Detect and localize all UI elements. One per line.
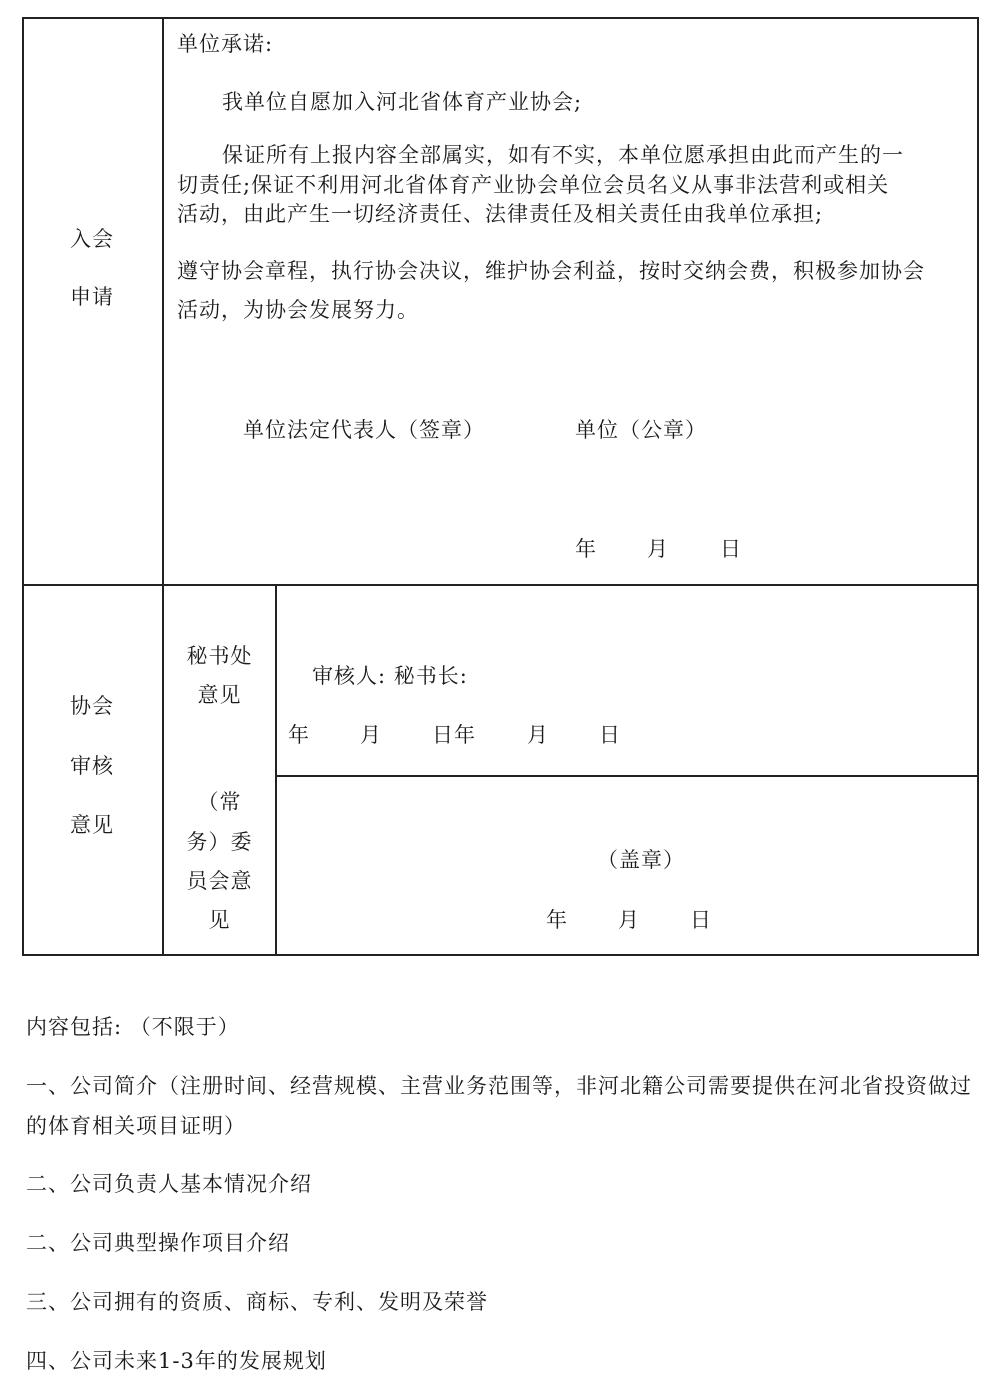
legal-rep-signature: 单位法定代表人（签章） — [243, 418, 485, 442]
content-item-5: 四、公司未来1-3年的发展规划 — [26, 1349, 327, 1373]
committee-seal: （盖章） — [597, 848, 685, 872]
pledge-item-2: 保证所有上报内容全部属实，如有不实，本单位愿承担由此而产生的一 — [222, 143, 904, 167]
pledge-item-3: 遵守协会章程，执行协会决议，维护协会利益，按时交纳会费，积极参加协会 — [177, 259, 925, 283]
label-line-1: 秘书处 — [186, 644, 253, 668]
date-month: 月 — [360, 723, 382, 747]
label-line-4: 见 — [208, 908, 231, 932]
date-year: 年 — [575, 537, 597, 561]
date-day: 日 — [720, 537, 742, 561]
label-line-2: 审核 — [70, 754, 114, 778]
content-item-3: 二、公司典型操作项目介绍 — [26, 1231, 290, 1255]
date-month-2: 月 — [527, 723, 549, 747]
label-line-2: 申请 — [70, 285, 114, 309]
pledge-heading: 单位承诺: — [177, 32, 274, 56]
date-day: 日 — [690, 908, 712, 932]
content-intro: 内容包括: （不限于） — [26, 1015, 240, 1039]
pledge-item-2-cont2: 活动，由此产生一切经济责任、法律责任及相关责任由我单位承担; — [177, 202, 824, 226]
content-item-1: 一、公司简介（注册时间、经营规模、主营业务范围等，非河北籍公司需要提供在河北省投资做过的体育相关项目证明） — [26, 1074, 972, 1138]
content-item-4: 三、公司拥有的资质、商标、专利、发明及荣誉 — [26, 1290, 488, 1314]
content-item-2: 二、公司负责人基本情况介绍 — [26, 1172, 312, 1196]
label-line-2: 意见 — [197, 683, 242, 707]
unit-seal: 单位（公章） — [575, 418, 707, 442]
date-month: 月 — [647, 537, 669, 561]
label-line-1: 入会 — [70, 227, 114, 251]
label-line-3: 员会意 — [186, 869, 253, 893]
label-line-2: 务）委 — [186, 830, 253, 854]
pledge-item-1: 我单位自愿加入河北省体育产业协会; — [222, 90, 583, 114]
date-day-2: 日 — [599, 723, 621, 747]
date-year: 年 — [546, 908, 568, 932]
pledge-item-2-cont: 切责任;保证不利用河北省体育产业协会单位会员名义从事非法营利或相关 — [177, 173, 890, 197]
date-month: 月 — [618, 908, 640, 932]
label-line-1: （常 — [197, 790, 242, 814]
date-year: 年 — [288, 723, 310, 747]
reviewer-secretary-general: 审核人: 秘书长: — [312, 664, 468, 688]
label-line-3: 意见 — [70, 813, 114, 837]
pledge-item-3-cont: 活动，为协会发展努力。 — [177, 298, 419, 322]
label-line-1: 协会 — [70, 694, 114, 718]
date-day-year: 日年 — [432, 723, 476, 747]
